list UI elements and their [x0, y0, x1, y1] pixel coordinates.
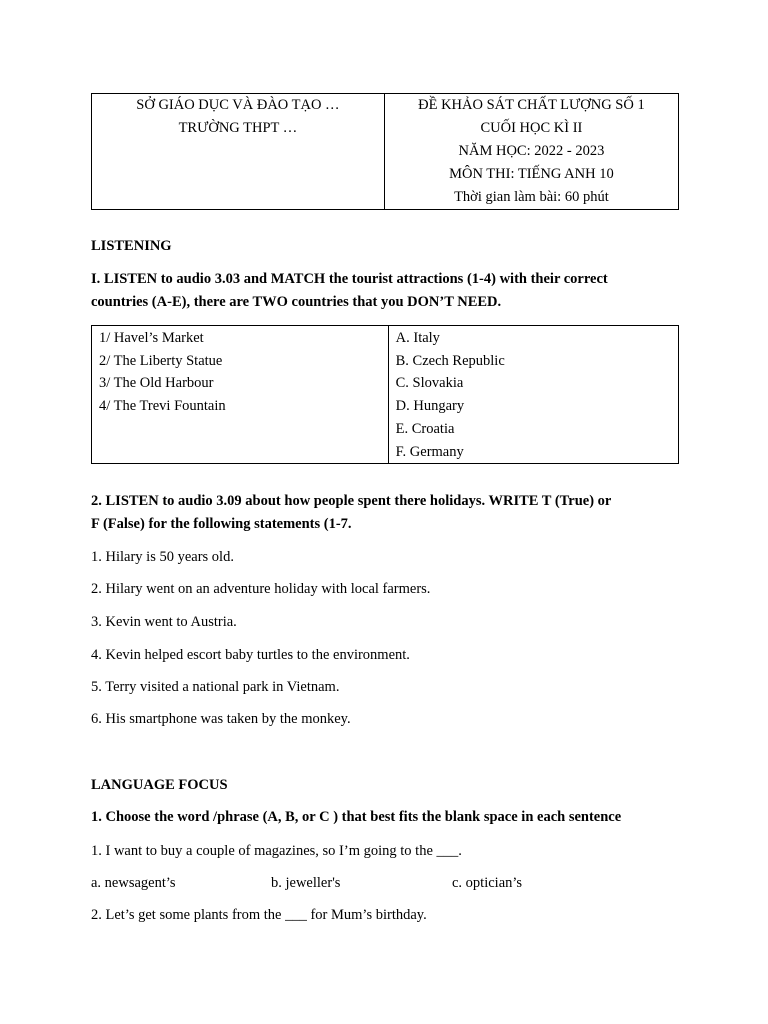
- attraction-item: 3/ The Old Harbour: [99, 375, 214, 392]
- department-name: SỞ GIÁO DỤC VÀ ĐÀO TẠO …: [136, 97, 340, 113]
- countries-cell: [388, 326, 678, 464]
- listening-part1-instruction-line2: countries (A-E), there are TWO countries that you DON’T NEED.: [91, 294, 502, 310]
- attraction-item: 4/ The Trevi Fountain: [99, 398, 226, 415]
- statement-item: 3. Kevin went to Austria.: [91, 614, 237, 630]
- q1-option-c: c. optician’s: [452, 875, 523, 891]
- q1-option-b: b. jeweller's: [271, 875, 341, 891]
- question-2: 2. Let’s get some plants from the ___ for Mum’s birthday.: [91, 907, 427, 923]
- exam-subject: MÔN THI: TIẾNG ANH 10: [449, 166, 614, 182]
- listening-part2-instruction-line1: 2. LISTEN to audio 3.09 about how people spent there holidays. WRITE T (True) or: [91, 493, 612, 509]
- country-item: B. Czech Republic: [395, 352, 505, 369]
- exam-title: ĐỀ KHẢO SÁT CHẤT LƯỢNG SỐ 1: [418, 97, 645, 113]
- statement-item: 1. Hilary is 50 years old.: [91, 549, 234, 565]
- exam-term: CUỐI HỌC KÌ II: [480, 120, 583, 136]
- country-item: F. Germany: [395, 443, 464, 460]
- exam-info-cell: [384, 94, 678, 210]
- attractions-cell: [92, 326, 389, 464]
- question-1: 1. I want to buy a couple of magazines, so I’m going to the ___.: [91, 843, 462, 859]
- country-item: D. Hungary: [395, 398, 465, 415]
- country-item: A. Italy: [395, 330, 440, 346]
- attraction-item: 2/ The Liberty Statue: [99, 352, 223, 369]
- country-item: C. Slovakia: [395, 375, 464, 392]
- language-focus-heading: LANGUAGE FOCUS: [91, 777, 228, 793]
- country-item: E. Croatia: [395, 420, 455, 437]
- matching-table: [91, 325, 679, 464]
- q1-option-a: a. newsagent’s: [91, 875, 176, 891]
- exam-duration: Thời gian làm bài: 60 phút: [454, 189, 609, 205]
- exam-header-table: [91, 93, 679, 210]
- statement-item: 6. His smartphone was taken by the monkey.: [91, 711, 351, 727]
- school-year: NĂM HỌC: 2022 - 2023: [458, 143, 605, 159]
- listening-heading: LISTENING: [91, 238, 172, 254]
- attraction-item: 1/ Havel’s Market: [99, 330, 204, 346]
- statement-item: 5. Terry visited a national park in Vietnam.: [91, 679, 340, 695]
- statement-item: 2. Hilary went on an adventure holiday with local farmers.: [91, 581, 431, 597]
- listening-part1-instruction-line1: I. LISTEN to audio 3.03 and MATCH the tourist attractions (1-4) with their correct: [91, 271, 608, 287]
- school-name: TRƯỜNG THPT …: [178, 120, 298, 136]
- school-info-cell: [92, 94, 385, 210]
- listening-part2-instruction-line2: F (False) for the following statements (1-7.: [91, 516, 352, 532]
- language-focus-part1-instruction: 1. Choose the word /phrase (A, B, or C ) that best fits the blank space in each sentence: [91, 809, 622, 825]
- statement-item: 4. Kevin helped escort baby turtles to the environment.: [91, 647, 410, 663]
